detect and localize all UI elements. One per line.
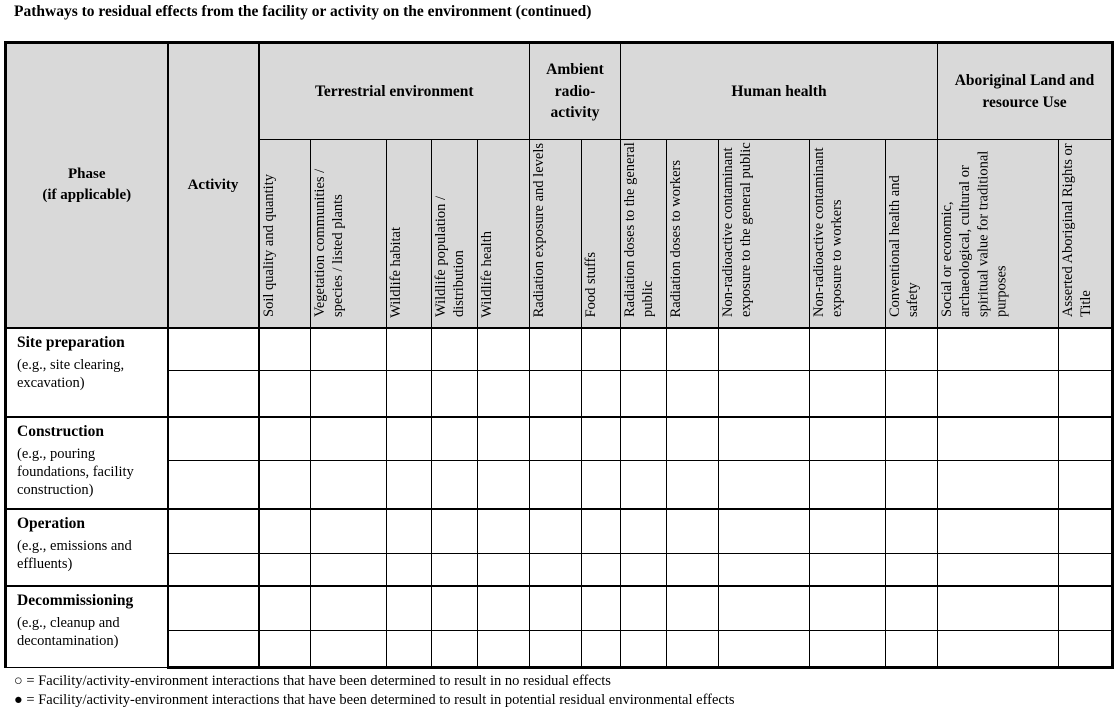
subcolumn-label: Asserted Aboriginal Rights or Title xyxy=(1060,143,1095,318)
activity-cell[interactable] xyxy=(168,509,259,554)
matrix-cell[interactable] xyxy=(719,328,810,371)
matrix-cell[interactable] xyxy=(478,417,530,461)
matrix-cell[interactable] xyxy=(582,586,621,631)
matrix-cell[interactable] xyxy=(1059,509,1113,554)
table-row xyxy=(6,461,1113,509)
matrix-cell[interactable] xyxy=(387,371,432,417)
matrix-cell[interactable] xyxy=(432,554,478,586)
subcolumn-header xyxy=(311,140,387,328)
matrix-cell[interactable] xyxy=(311,371,387,417)
matrix-cell[interactable] xyxy=(719,509,810,554)
activity-cell[interactable] xyxy=(168,554,259,586)
matrix-cell[interactable] xyxy=(810,586,886,631)
matrix-cell[interactable] xyxy=(432,509,478,554)
matrix-cell[interactable] xyxy=(667,417,719,461)
matrix-cell[interactable] xyxy=(259,461,311,509)
matrix-cell[interactable] xyxy=(621,554,667,586)
subcolumn-label: Social or economic, archaeological, cultural or spiritual value for traditional purposes xyxy=(939,151,1010,318)
pathways-matrix-table xyxy=(4,41,1114,669)
subcolumn-label: Wildlife population / distribution xyxy=(433,196,468,318)
group-header-aboriginal-land xyxy=(938,43,1113,140)
matrix-cell[interactable] xyxy=(1059,631,1113,668)
matrix-cell[interactable] xyxy=(621,328,667,371)
phase-example: (e.g., emissions and effluents) xyxy=(17,537,132,572)
matrix-cell[interactable] xyxy=(478,631,530,668)
subcolumn-label: Radiation doses to workers xyxy=(668,159,684,318)
matrix-cell[interactable] xyxy=(432,586,478,631)
phase-header-sublabel: (if applicable) xyxy=(42,187,132,204)
matrix-cell[interactable] xyxy=(719,586,810,631)
subcolumn-header xyxy=(667,140,719,328)
matrix-cell[interactable] xyxy=(530,586,582,631)
subcolumn-label: Radiation exposure and levels xyxy=(531,143,547,318)
subcolumn-label: Non-radioactive contaminant exposure to workers xyxy=(811,147,846,318)
phase-example: (e.g., site clearing, excavation) xyxy=(17,356,125,391)
phase-name: Site preparation xyxy=(17,333,125,351)
matrix-cell[interactable] xyxy=(311,631,387,668)
matrix-cell[interactable] xyxy=(667,328,719,371)
subcolumn-label: Wildlife health xyxy=(479,230,495,318)
matrix-cell[interactable] xyxy=(719,554,810,586)
matrix-cell[interactable] xyxy=(432,371,478,417)
matrix-cell[interactable] xyxy=(938,417,1059,461)
matrix-cell[interactable] xyxy=(432,328,478,371)
matrix-cell[interactable] xyxy=(886,554,938,586)
matrix-cell[interactable] xyxy=(311,417,387,461)
matrix-cell[interactable] xyxy=(432,631,478,668)
phase-name: Construction xyxy=(17,422,104,440)
subcolumn-header xyxy=(387,140,432,328)
subcolumn-header xyxy=(478,140,530,328)
group-header-terrestrial: Terrestrial environment xyxy=(259,43,530,140)
page-title: Pathways to residual effects from the facility or activity on the environment (continued) xyxy=(14,3,592,20)
matrix-cell[interactable] xyxy=(387,328,432,371)
matrix-cell[interactable] xyxy=(938,509,1059,554)
matrix-cell[interactable] xyxy=(530,509,582,554)
subcolumn-header xyxy=(530,140,582,328)
matrix-cell[interactable] xyxy=(667,461,719,509)
matrix-cell[interactable] xyxy=(719,417,810,461)
activity-cell[interactable] xyxy=(168,461,259,509)
subcolumn-label: Radiation doses to the general public xyxy=(622,142,657,318)
matrix-cell[interactable] xyxy=(1059,417,1113,461)
matrix-cell[interactable] xyxy=(530,631,582,668)
matrix-cell[interactable] xyxy=(621,586,667,631)
phase-cell-construction xyxy=(6,417,168,509)
matrix-cell[interactable] xyxy=(667,509,719,554)
matrix-cell[interactable] xyxy=(938,554,1059,586)
matrix-cell[interactable] xyxy=(259,554,311,586)
group-header-aboriginal-label: Aboriginal Land and resource Use xyxy=(954,71,1095,111)
matrix-cell[interactable] xyxy=(582,461,621,509)
matrix-cell[interactable] xyxy=(886,328,938,371)
subcolumn-header xyxy=(432,140,478,328)
subcolumn-label: Vegetation communities / species / listed plants xyxy=(312,169,347,318)
phase-cell-decommissioning xyxy=(6,586,168,668)
phase-cell-operation xyxy=(6,509,168,586)
matrix-cell[interactable] xyxy=(667,586,719,631)
subcolumn-label: Wildlife habitat xyxy=(388,226,404,318)
matrix-cell[interactable] xyxy=(886,461,938,509)
legend-text: = Facility/activity-environment interactions that have been determined to result in potential residual environmental effects xyxy=(22,692,735,708)
subcolumn-header xyxy=(886,140,938,328)
matrix-cell[interactable] xyxy=(810,417,886,461)
matrix-cell[interactable] xyxy=(259,509,311,554)
matrix-cell[interactable] xyxy=(621,631,667,668)
matrix-cell[interactable] xyxy=(530,461,582,509)
matrix-cell[interactable] xyxy=(478,371,530,417)
matrix-cell[interactable] xyxy=(259,631,311,668)
table-row xyxy=(6,417,1113,461)
matrix-cell[interactable] xyxy=(621,509,667,554)
matrix-cell[interactable] xyxy=(667,371,719,417)
subcolumn-label: Soil quality and quantity xyxy=(260,174,277,318)
matrix-cell[interactable] xyxy=(719,631,810,668)
table-row xyxy=(6,631,1113,668)
matrix-cell[interactable] xyxy=(582,328,621,371)
subcolumn-label: Non-radioactive contaminant exposure to the general public xyxy=(720,142,755,318)
subcolumn-header xyxy=(938,140,1059,328)
matrix-cell[interactable] xyxy=(938,631,1059,668)
matrix-cell[interactable] xyxy=(311,509,387,554)
matrix-cell[interactable] xyxy=(582,509,621,554)
matrix-cell[interactable] xyxy=(259,417,311,461)
matrix-cell[interactable] xyxy=(582,554,621,586)
matrix-cell[interactable] xyxy=(621,371,667,417)
group-header-ambient-radioactivity xyxy=(530,43,621,140)
matrix-cell[interactable] xyxy=(311,328,387,371)
table-row xyxy=(6,554,1113,586)
phase-cell-site-preparation xyxy=(6,328,168,417)
subcolumn-header xyxy=(582,140,621,328)
activity-cell[interactable] xyxy=(168,631,259,668)
subcolumn-label: Conventional health and safety xyxy=(887,175,922,318)
phase-name: Decommissioning xyxy=(17,591,134,609)
matrix-cell[interactable] xyxy=(478,509,530,554)
matrix-cell[interactable] xyxy=(259,328,311,371)
matrix-cell[interactable] xyxy=(886,371,938,417)
matrix-cell[interactable] xyxy=(311,586,387,631)
matrix-cell[interactable] xyxy=(387,509,432,554)
activity-cell[interactable] xyxy=(168,328,259,371)
matrix-cell[interactable] xyxy=(886,631,938,668)
matrix-cell[interactable] xyxy=(387,554,432,586)
table-row xyxy=(6,509,1113,554)
matrix-cell[interactable] xyxy=(938,461,1059,509)
matrix-cell[interactable] xyxy=(810,371,886,417)
matrix-cell[interactable] xyxy=(1059,371,1113,417)
group-header-ambient-label: Ambient radio-activity xyxy=(546,60,604,122)
matrix-cell[interactable] xyxy=(387,417,432,461)
matrix-cell[interactable] xyxy=(478,328,530,371)
matrix-cell[interactable] xyxy=(810,631,886,668)
matrix-cell[interactable] xyxy=(886,509,938,554)
matrix-cell[interactable] xyxy=(311,461,387,509)
subcolumn-header xyxy=(621,140,667,328)
matrix-cell[interactable] xyxy=(259,371,311,417)
phase-header-label: Phase xyxy=(68,166,106,183)
matrix-cell[interactable] xyxy=(582,631,621,668)
activity-column-header: Activity xyxy=(168,43,259,328)
phase-column-header xyxy=(6,43,168,328)
matrix-cell[interactable] xyxy=(1059,586,1113,631)
subcolumn-label: Food stuffs xyxy=(583,251,599,318)
matrix-cell[interactable] xyxy=(938,371,1059,417)
matrix-cell[interactable] xyxy=(530,554,582,586)
matrix-cell[interactable] xyxy=(667,631,719,668)
legend-potential-residual-effects xyxy=(14,692,735,709)
matrix-cell[interactable] xyxy=(938,328,1059,371)
matrix-cell[interactable] xyxy=(810,461,886,509)
matrix-cell[interactable] xyxy=(432,461,478,509)
matrix-cell[interactable] xyxy=(810,328,886,371)
matrix-cell[interactable] xyxy=(387,586,432,631)
matrix-cell[interactable] xyxy=(387,631,432,668)
matrix-cell[interactable] xyxy=(530,328,582,371)
phase-example: (e.g., cleanup and decontamination) xyxy=(17,614,120,649)
matrix-cell[interactable] xyxy=(810,554,886,586)
activity-cell[interactable] xyxy=(168,371,259,417)
table-row xyxy=(6,586,1113,631)
subcolumn-header xyxy=(259,140,311,328)
phase-name: Operation xyxy=(17,514,86,532)
matrix-cell[interactable] xyxy=(1059,554,1113,586)
matrix-cell[interactable] xyxy=(311,554,387,586)
matrix-cell[interactable] xyxy=(478,461,530,509)
group-header-human-health: Human health xyxy=(621,43,938,140)
phase-example: (e.g., pouring foundations, facility construction) xyxy=(17,445,134,499)
table-row xyxy=(6,371,1113,417)
matrix-cell[interactable] xyxy=(719,461,810,509)
matrix-cell[interactable] xyxy=(719,371,810,417)
matrix-cell[interactable] xyxy=(886,586,938,631)
table-row xyxy=(6,328,1113,371)
matrix-cell[interactable] xyxy=(259,586,311,631)
matrix-cell[interactable] xyxy=(387,461,432,509)
subcolumn-header xyxy=(1059,140,1113,328)
matrix-cell[interactable] xyxy=(621,461,667,509)
subcolumn-header xyxy=(810,140,886,328)
matrix-cell[interactable] xyxy=(938,586,1059,631)
activity-cell[interactable] xyxy=(168,586,259,631)
matrix-cell[interactable] xyxy=(530,371,582,417)
matrix-cell[interactable] xyxy=(886,417,938,461)
matrix-cell[interactable] xyxy=(810,509,886,554)
matrix-cell[interactable] xyxy=(667,554,719,586)
matrix-cell[interactable] xyxy=(582,417,621,461)
matrix-cell[interactable] xyxy=(432,417,478,461)
legend-no-residual-effects xyxy=(14,673,611,690)
matrix-cell[interactable] xyxy=(1059,461,1113,509)
matrix-cell[interactable] xyxy=(478,554,530,586)
filled-circle-icon: ● xyxy=(14,692,23,708)
matrix-cell[interactable] xyxy=(621,417,667,461)
legend-text: = Facility/activity-environment interactions that have been determined to result in no residual effects xyxy=(22,673,611,689)
matrix-cell[interactable] xyxy=(1059,328,1113,371)
open-circle-icon: ○ xyxy=(14,673,23,689)
activity-cell[interactable] xyxy=(168,417,259,461)
matrix-cell[interactable] xyxy=(530,417,582,461)
matrix-cell[interactable] xyxy=(478,586,530,631)
subcolumn-header xyxy=(719,140,810,328)
matrix-cell[interactable] xyxy=(582,371,621,417)
